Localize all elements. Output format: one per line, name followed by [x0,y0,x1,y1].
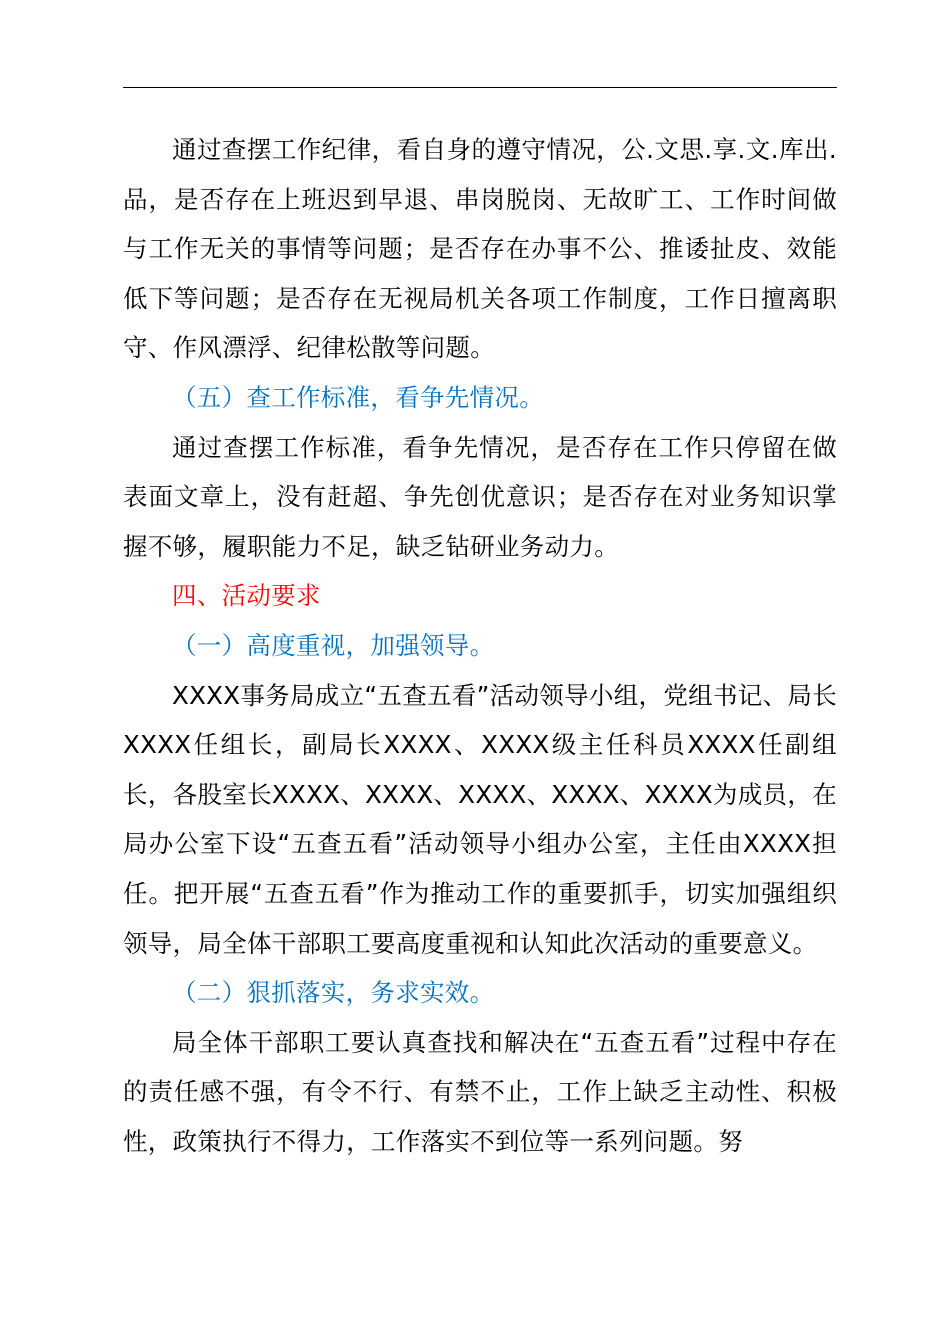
section-heading-activity-requirements: 四、活动要求 [172,581,321,611]
paragraph-work-discipline: 通过查摆工作纪律，看自身的遵守情况，公.文思.享.文.库出.品，是否存在上班迟到早退、串岗脱岗、无故旷工、工作时间做与工作无关的事情等问题；是否存在办事不公、推诿扯皮、效能低下等问题；是否存在无视局机关各项工作制度，工作日擅离职守、作风漂浮、纪律松散等问题。 [123,135,837,363]
paragraph-work-standards: 通过查摆工作标准，看争先情况，是否存在工作只停留在做表面文章上，没有赶超、争先创优意识；是否存在对业务知识掌握不够，履职能力不足，缺乏钻研业务动力。 [123,432,837,561]
subheading-work-standards: （五）查工作标准，看争先情况。 [172,382,544,412]
subheading-implementation: （二）狠抓落实，务求实效。 [172,978,495,1008]
subheading-leadership: （一）高度重视，加强领导。 [172,630,495,660]
header-rule [123,87,837,88]
paragraph-implementation: 局全体干部职工要认真查找和解决在“五查五看”过程中存在的责任感不强，有令不行、有禁不止，工作上缺乏主动性、积极性，政策执行不得力，工作落实不到位等一系列问题。努 [123,1027,837,1156]
document-body [123,125,837,1166]
paragraph-leadership-group: XXXX事务局成立“五查五看”活动领导小组，党组书记、局长XXXX任组长，副局长XXXX、XXXX级主任科员XXXX任副组长，各股室长XXXX、XXXX、XXXX、XXXX、XXXX为成员，在局办公室下设“五查五看”活动领导小组办公室，主任由XXXX担任。把开展“五查五看”作为推动工作的重要抓手，切实加强组织领导，局全体干部职工要高度重视和认知此次活动的重要意义。 [123,680,837,958]
